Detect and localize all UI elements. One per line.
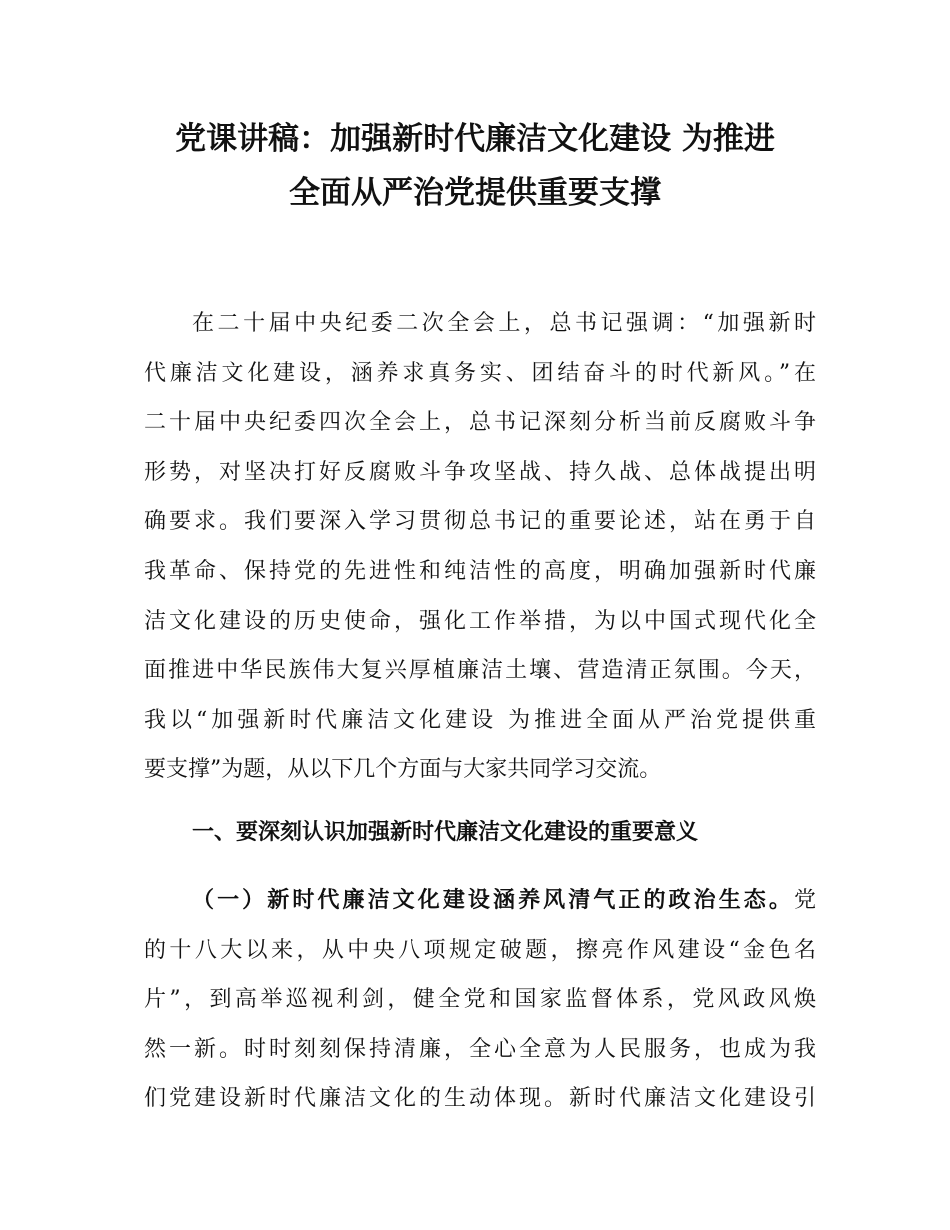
paragraph-line: 的十八大以来，从中央八项规定破题，擦亮作风建设“金色名: [144, 937, 816, 963]
subsection-heading: （一）新时代廉洁文化建设涵养风清气正的政治生态。: [192, 888, 794, 913]
title-line-1: 党课讲稿：加强新时代廉洁文化建设 为推进: [175, 121, 775, 157]
paragraph-line: 在二十届中央纪委二次全会上，总书记强调：“加强新时: [192, 311, 816, 336]
paragraph-line: 我以“加强新时代廉洁文化建设 为推进全面从严治党提供重: [144, 707, 816, 733]
paragraph-intro: [144, 299, 816, 795]
paragraph-line: 代廉洁文化建设，涵养求真务实、团结奋斗的时代新风。”在: [144, 360, 816, 386]
paragraph-line: 二十届中央纪委四次全会上，总书记深刻分析当前反腐败斗争: [144, 410, 816, 436]
paragraph-line: 面推进中华民族伟大复兴厚植廉洁土壤、营造清正氛围。今天，: [144, 658, 816, 684]
paragraph-line: 洁文化建设的历史使命，强化工作举措，为以中国式现代化全: [144, 608, 816, 634]
paragraph-line: 们党建设新时代廉洁文化的生动体现。新时代廉洁文化建设引: [144, 1086, 816, 1112]
subsection-line-tail: 党: [793, 888, 816, 913]
document-title: [110, 112, 840, 220]
paragraph-line: [144, 876, 816, 926]
paragraph-line: 确要求。我们要深入学习贯彻总书记的重要论述，站在勇于自: [144, 509, 816, 535]
section-heading: 一、要深刻认识加强新时代廉洁文化建设的重要意义: [192, 820, 699, 845]
title-line-2: 全面从严治党提供重要支撑: [289, 175, 661, 211]
paragraph-line: 然一新。时时刻刻保持清廉，全心全意为人民服务，也成为我: [144, 1036, 816, 1062]
paragraph-line: 我革命、保持党的先进性和纯洁性的高度，明确加强新时代廉: [144, 558, 816, 584]
paragraph-line: 片”，到高举巡视利剑，健全党和国家监督体系，党风政风焕: [144, 987, 816, 1013]
paragraph-line: 要支撑”为题，从以下几个方面与大家共同学习交流。: [144, 757, 662, 783]
paragraph-subsection-1: [144, 876, 816, 1124]
section-heading-container: [144, 808, 816, 858]
paragraph-line: 形势，对坚决打好反腐败斗争攻坚战、持久战、总体战提出明: [144, 459, 816, 485]
